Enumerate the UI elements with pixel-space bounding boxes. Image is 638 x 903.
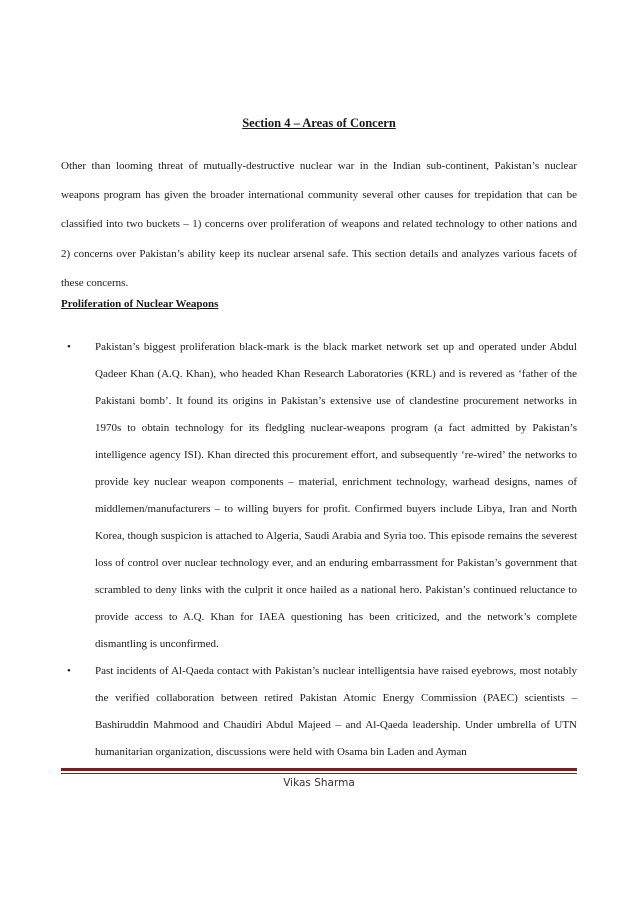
section-title: Section 4 – Areas of Concern bbox=[242, 116, 396, 130]
bullet-text: Pakistan’s biggest proliferation black-mark is the black market network set up and operated under Abdul Qadeer Khan (A.Q. Khan), who headed Khan Research Laboratories (KRL) and is revered as ‘father of the Pakistani bomb’. It found its origins in Pakistan’s extensive use of clandestine procurement networks in 1970s to obtain technology for its fledgling nuclear-weapons program (a fact admitted by Pakistan’s intelligence agency ISI). Khan directed this procurement effort, and subsequently ‘re-wired’ the networks to provide key nuclear weapon components – material, enrichment technology, warhead designs, names of middlemen/manufacturers – to willing buyers for profit. Confirmed buyers include Libya, Iran and North Korea, though suspicion is attached to Algeria, Saudi Arabia and Syria too. This episode remains the severest loss of control over nuclear technology ever, and an enduring embarrassment for Pakistan’s government that scrambled to deny links with the culprit it once hailed as a national hero. Pakistan’s continued reluctance to provide access to A.Q. Khan for IAEA questioning has been criticized, and the network’s complete dismantling is unconfirmed. bbox=[95, 341, 577, 650]
footer-divider-thick bbox=[61, 768, 577, 771]
footer-divider-thin bbox=[61, 773, 577, 774]
bullet-text: Past incidents of Al-Qaeda contact with Pakistan’s nuclear intelligentsia have raised eyebrows, most notably the verified collaboration between retired Pakistan Atomic Energy Commission (PAEC) scientists – Bashiruddin Mahmood and Chaudiri Abdul Majeed – and Al-Qaeda leadership. Under umbrella of UTN humanitarian organization, discussions were held with Osama bin Laden and Ayman bbox=[95, 665, 577, 758]
list-item bbox=[61, 334, 577, 658]
subsection-heading: Proliferation of Nuclear Weapons bbox=[61, 298, 219, 310]
footer-author: Vikas Sharma bbox=[283, 777, 355, 789]
bullet-list bbox=[61, 334, 577, 766]
bullet-icon: • bbox=[67, 665, 71, 677]
list-item bbox=[61, 658, 577, 766]
bullet-icon: • bbox=[67, 341, 71, 353]
intro-paragraph: Other than looming threat of mutually-destructive nuclear war in the Indian sub-continent, Pakistan’s nuclear weapons program has given the broader international community several other causes for trepidation that can be classified into two buckets – 1) concerns over proliferation of weapons and related technology to other nations and 2) concerns over Pakistan’s ability keep its nuclear arsenal safe. This section details and analyzes various facets of these concerns. bbox=[61, 160, 577, 289]
